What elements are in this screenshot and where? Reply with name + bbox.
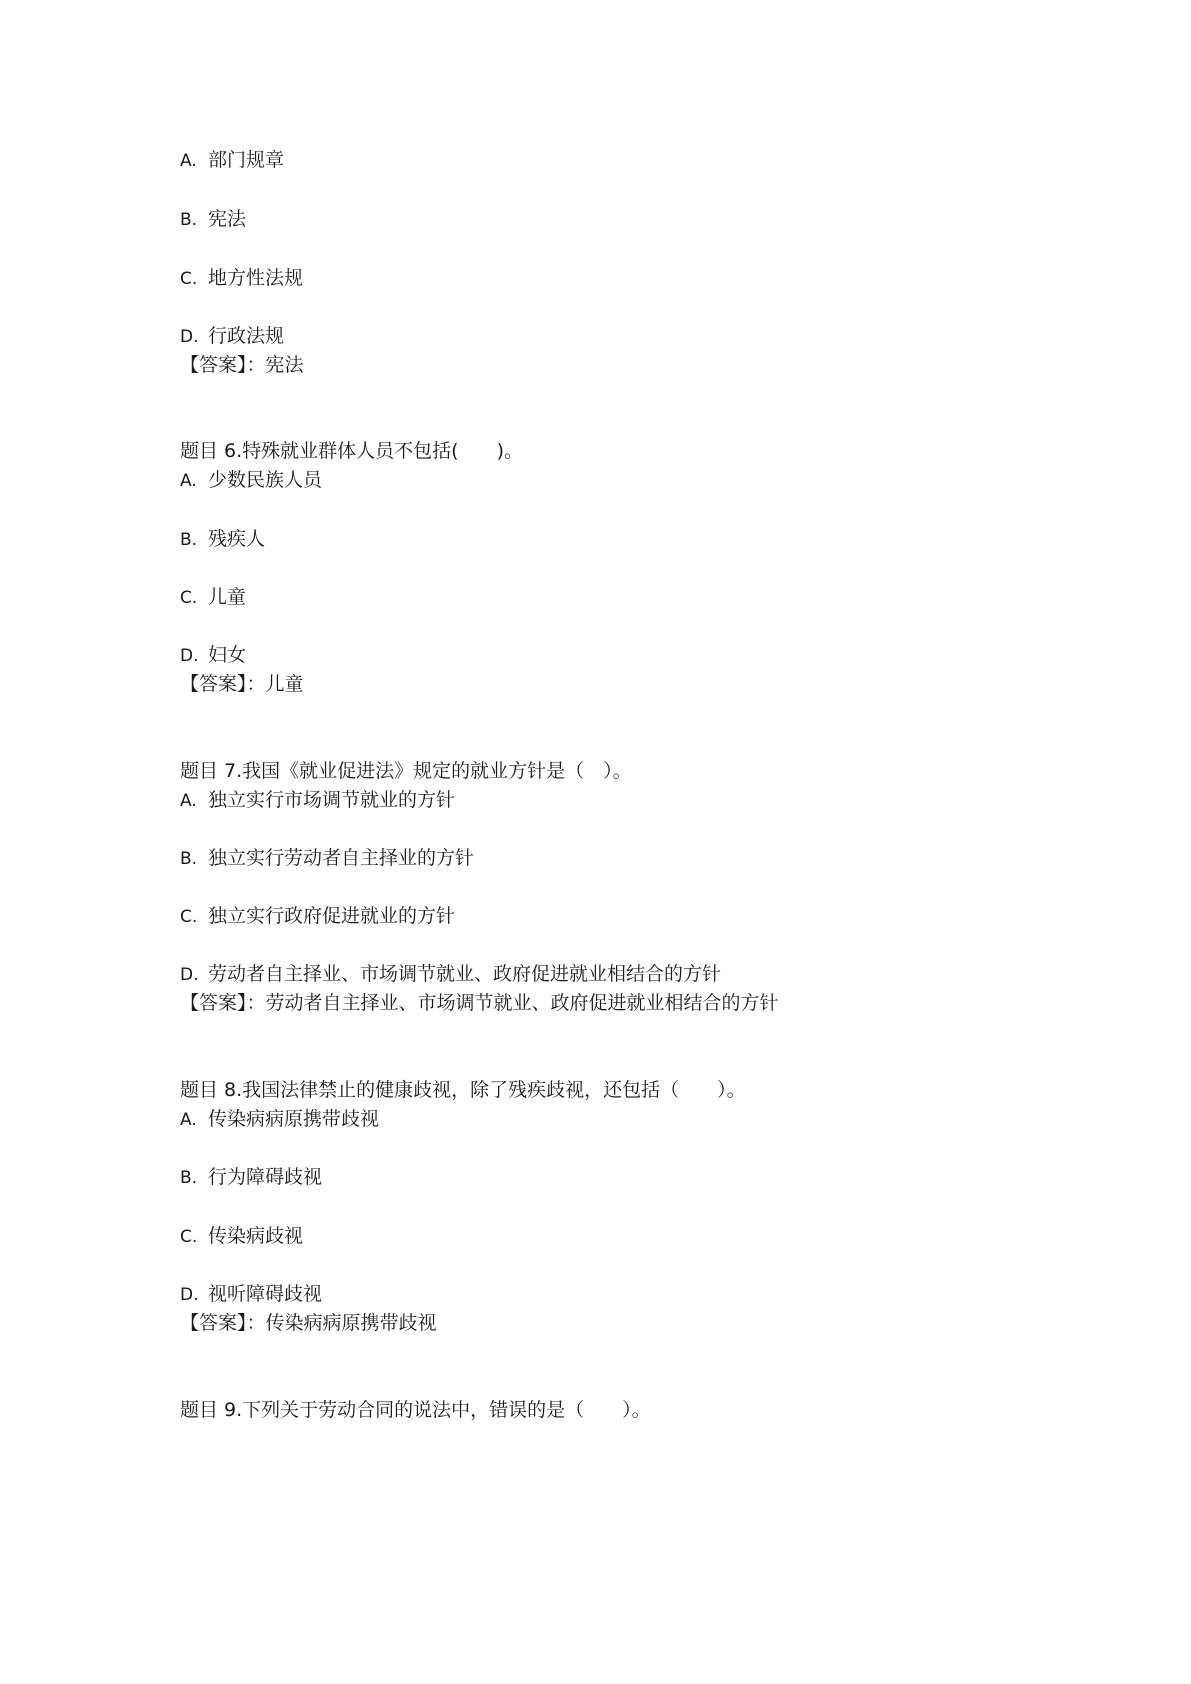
option-text: 少数民族人员: [208, 469, 323, 491]
answer-line: 【答案】：宪法: [180, 354, 304, 376]
option-a: [180, 788, 455, 813]
option-text: 独立实行政府促进就业的方针: [208, 905, 456, 927]
option-text: 独立实行市场调节就业的方针: [208, 789, 456, 811]
option-text: 独立实行劳动者自主择业的方针: [208, 847, 475, 869]
option-text: 视听障碍歧视: [208, 1283, 323, 1305]
option-d: [180, 324, 284, 349]
option-letter: B.: [180, 210, 198, 230]
question-title: 题目 8.我国法律禁止的健康歧视，除了残疾歧视，还包括（ ）。: [180, 1079, 746, 1101]
option-b: [180, 207, 246, 232]
option-letter: D.: [180, 327, 199, 347]
option-d: [180, 1282, 322, 1307]
option-letter: A.: [180, 471, 197, 491]
option-b: [180, 1165, 322, 1190]
option-text: 传染病歧视: [208, 1225, 304, 1247]
option-text: 行为障碍歧视: [208, 1166, 323, 1188]
option-text: 妇女: [208, 644, 247, 666]
option-c: [180, 585, 246, 610]
option-c: [180, 904, 455, 929]
option-d: [180, 643, 246, 668]
option-text: 行政法规: [208, 325, 285, 347]
option-letter: B.: [180, 530, 198, 550]
option-letter: A.: [180, 791, 197, 811]
option-letter: A.: [180, 151, 197, 171]
question-title: 题目 7.我国《就业促进法》规定的就业方针是（ ）。: [180, 760, 632, 782]
option-a: [180, 148, 284, 173]
option-c: [180, 266, 303, 291]
option-letter: B.: [180, 1168, 198, 1188]
option-text: 残疾人: [208, 528, 266, 550]
option-letter: C.: [180, 269, 198, 289]
option-d: [180, 962, 721, 987]
option-letter: C.: [180, 588, 198, 608]
option-a: [180, 1107, 379, 1132]
option-text: 地方性法规: [208, 267, 304, 289]
option-letter: D.: [180, 646, 199, 666]
option-c: [180, 1224, 303, 1249]
option-b: [180, 527, 265, 552]
option-letter: C.: [180, 1227, 198, 1247]
option-a: [180, 468, 322, 493]
option-letter: C.: [180, 907, 198, 927]
answer-line: 【答案】：儿童: [180, 673, 304, 695]
option-letter: A.: [180, 1110, 197, 1130]
answer-line: 【答案】：劳动者自主择业、市场调节就业、政府促进就业相结合的方针: [180, 992, 779, 1014]
option-text: 劳动者自主择业、市场调节就业、政府促进就业相结合的方针: [208, 963, 722, 985]
option-text: 宪法: [208, 208, 247, 230]
option-text: 传染病病原携带歧视: [208, 1108, 380, 1130]
question-title: 题目 9.下列关于劳动合同的说法中，错误的是（ ）。: [180, 1399, 651, 1421]
option-b: [180, 846, 474, 871]
option-letter: D.: [180, 965, 199, 985]
option-letter: B.: [180, 849, 198, 869]
question-title: 题目 6.特殊就业群体人员不包括( )。: [180, 440, 523, 462]
option-text: 儿童: [208, 586, 247, 608]
answer-line: 【答案】：传染病病原携带歧视: [180, 1312, 437, 1334]
option-text: 部门规章: [208, 149, 285, 171]
option-letter: D.: [180, 1285, 199, 1305]
